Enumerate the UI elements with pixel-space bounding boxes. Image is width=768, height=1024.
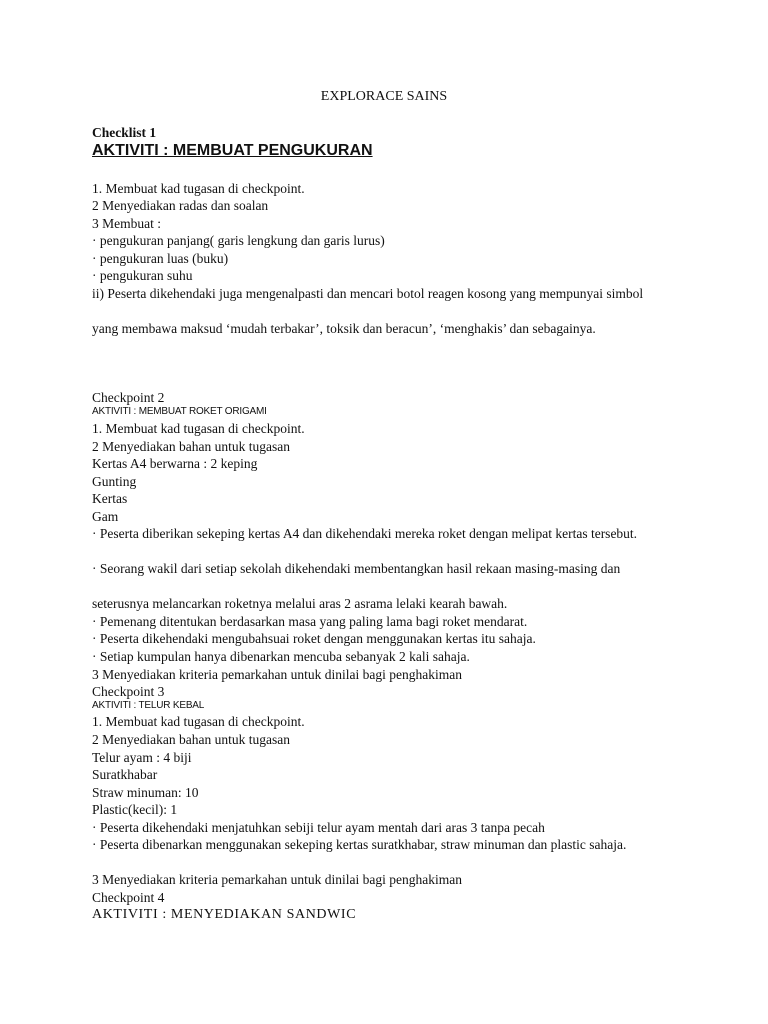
bullet-line: · Pemenang ditentukan berdasarkan masa yang paling lama bagi roket mendarat. <box>92 614 528 629</box>
text-line: seterusnya melancarkan roketnya melalui aras 2 asrama lelaki kearah bawah. <box>92 596 508 611</box>
text-line: Gam <box>92 509 119 524</box>
text-line: 2 Menyediakan bahan untuk tugasan <box>92 732 290 747</box>
text-line: Telur ayam : 4 biji <box>92 750 192 765</box>
document-title: EXPLORACE SAINS <box>320 89 448 104</box>
text-line: 2 Menyediakan bahan untuk tugasan <box>92 439 290 454</box>
checkpoint-4-activity: AKTIVITI : MENYEDIAKAN SANDWIC <box>92 907 357 922</box>
bullet-line: · Setiap kumpulan hanya dibenarkan mencuba sebanyak 2 kali sahaja. <box>92 649 470 664</box>
bullet-line: · pengukuran luas (buku) <box>92 251 229 266</box>
text-line: 3 Menyediakan kriteria pemarkahan untuk dinilai bagi penghakiman <box>92 667 463 682</box>
bullet-paragraph: · Peserta dibenarkan menggunakan sekeping kertas suratkhabar, straw minuman dan plastic sahaja. <box>92 837 627 852</box>
text-line: Kertas <box>92 491 128 506</box>
paragraph: ii) Peserta dikehendaki juga mengenalpasti dan mencari botol reagen kosong yang mempunyai simbol <box>92 286 644 301</box>
bullet-line: · pengukuran panjang( garis lengkung dan garis lurus) <box>92 233 385 248</box>
checklist-1-label: Checklist 1 <box>92 125 157 140</box>
text-line: Gunting <box>92 474 137 489</box>
text-line: 3 Menyediakan kriteria pemarkahan untuk dinilai bagi penghakiman <box>92 872 463 887</box>
text-line: 3 Membuat : <box>92 216 161 231</box>
text-line: 1. Membuat kad tugasan di checkpoint. <box>92 714 305 729</box>
bullet-line: · pengukuran suhu <box>92 268 193 283</box>
text-line: Kertas A4 berwarna : 2 keping <box>92 456 258 471</box>
checkpoint-3-activity: AKTIVITI : TELUR KEBAL <box>92 700 205 711</box>
bullet-line: · Peserta dikehendaki mengubahsuai roket dengan menggunakan kertas itu sahaja. <box>92 631 536 646</box>
text-line: 1. Membuat kad tugasan di checkpoint. <box>92 181 305 196</box>
bullet-paragraph: · Peserta diberikan sekeping kertas A4 dan dikehendaki mereka roket dengan melipat kertas tersebut. <box>92 526 638 541</box>
checkpoint-3-label: Checkpoint 3 <box>92 684 165 699</box>
checkpoint-4-label: Checkpoint 4 <box>92 890 165 905</box>
paragraph: yang membawa maksud ‘mudah terbakar’, toksik dan beracun’, ‘menghakis’ dan sebagainya. <box>92 321 596 336</box>
text-line: 2 Menyediakan radas dan soalan <box>92 198 269 213</box>
text-line: Plastic(kecil): 1 <box>92 802 178 817</box>
text-line: Straw minuman: 10 <box>92 785 199 800</box>
checklist-1-activity-heading: AKTIVITI : MEMBUAT PENGUKURAN <box>92 142 373 159</box>
checkpoint-2-label: Checkpoint 2 <box>92 390 165 405</box>
text-line: 1. Membuat kad tugasan di checkpoint. <box>92 421 305 436</box>
checkpoint-2-activity: AKTIVITI : MEMBUAT ROKET ORIGAMI <box>92 406 267 417</box>
bullet-line: · Peserta dikehendaki menjatuhkan sebiji telur ayam mentah dari aras 3 tanpa pecah <box>92 820 545 835</box>
text-line: Suratkhabar <box>92 767 158 782</box>
bullet-paragraph: · Seorang wakil dari setiap sekolah dikehendaki membentangkan hasil rekaan masing-masing dan <box>92 561 621 576</box>
